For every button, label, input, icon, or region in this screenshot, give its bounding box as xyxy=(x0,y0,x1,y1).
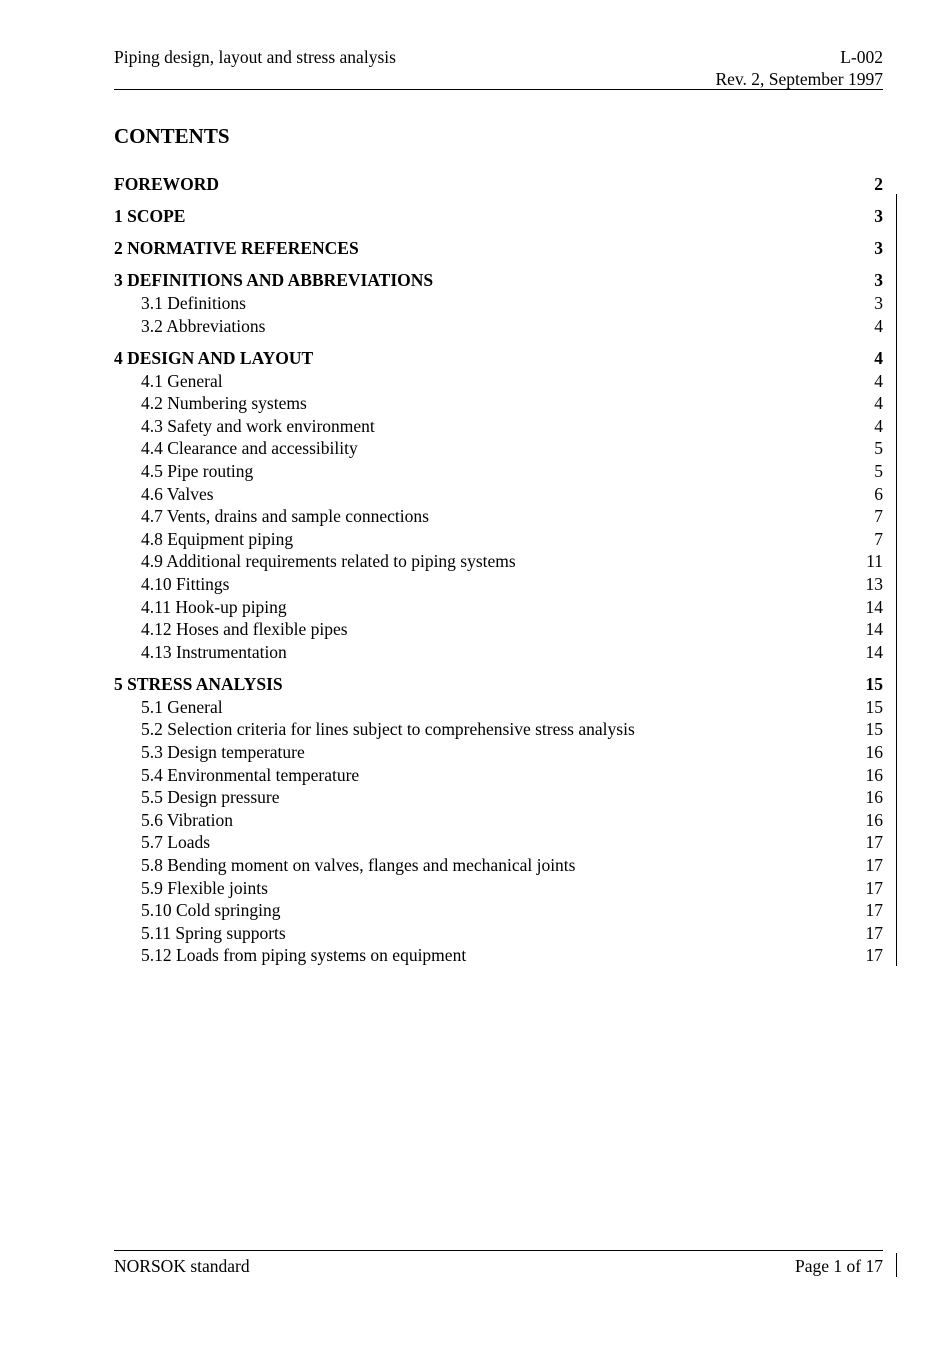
toc-subsection-entry[interactable] xyxy=(114,786,883,808)
toc-entry-page: 15 xyxy=(865,696,883,717)
toc-subsection-entry[interactable] xyxy=(114,877,883,899)
toc-entry-title: 5.10 Cold springing xyxy=(141,900,281,921)
toc-subsection-entry[interactable] xyxy=(114,415,883,437)
toc-section-entry[interactable] xyxy=(114,205,883,227)
toc-entry-page: 17 xyxy=(865,922,883,943)
toc-subsection-entry[interactable] xyxy=(114,483,883,505)
footer-organization: NORSOK standard xyxy=(114,1256,250,1276)
toc-section-entry[interactable] xyxy=(114,347,883,369)
document-title: Piping design, layout and stress analysis xyxy=(114,47,396,67)
toc-entry-page: 17 xyxy=(865,945,883,966)
toc-entry-title: 3 DEFINITIONS AND ABBREVIATIONS xyxy=(114,270,434,290)
toc-entry-title: 5.5 Design pressure xyxy=(141,787,280,808)
toc-entry-title: 4.6 Valves xyxy=(141,483,214,504)
toc-entry-page: 7 xyxy=(874,528,883,549)
toc-entry-page: 6 xyxy=(874,483,883,504)
page-footer xyxy=(114,1250,883,1281)
toc-subsection-entry[interactable] xyxy=(114,292,883,314)
toc-entry-page: 4 xyxy=(874,415,883,436)
toc-subsection-entry[interactable] xyxy=(114,573,883,595)
toc-entry-title: 4.7 Vents, drains and sample connections xyxy=(141,506,429,527)
toc-entry-title: 4.3 Safety and work environment xyxy=(141,415,375,436)
toc-entry-page: 11 xyxy=(866,551,883,572)
toc-entry-page: 15 xyxy=(865,673,883,694)
toc-entry-page: 5 xyxy=(874,461,883,481)
toc-subsection-entry[interactable] xyxy=(114,944,883,966)
toc-entry-title: 5.2 Selection criteria for lines subject to comprehensive stress analysis xyxy=(141,719,635,740)
toc-section-entry[interactable] xyxy=(114,173,883,195)
toc-entry-page: 14 xyxy=(865,641,883,662)
toc-entry-title: 4.10 Fittings xyxy=(141,574,230,594)
toc-subsection-entry[interactable] xyxy=(114,392,883,414)
toc-entry-title: 5.11 Spring supports xyxy=(141,922,286,943)
toc-subsection-entry[interactable] xyxy=(114,764,883,786)
document-number: L-002 xyxy=(840,47,883,67)
toc-entry-page: 7 xyxy=(874,506,883,527)
toc-entry-page: 3 xyxy=(874,293,883,313)
toc-subsection-entry[interactable] xyxy=(114,550,883,572)
toc-entry-page: 17 xyxy=(865,877,883,898)
toc-entry-page: 4 xyxy=(874,370,883,391)
toc-subsection-entry[interactable] xyxy=(114,370,883,392)
toc-entry-title: 1 SCOPE xyxy=(114,206,186,226)
toc-entry-page: 17 xyxy=(865,855,883,875)
toc-entry-title: 4.5 Pipe routing xyxy=(141,461,254,481)
toc-entry-page: 16 xyxy=(865,742,883,762)
toc-subsection-entry[interactable] xyxy=(114,460,883,482)
toc-entry-title: 5.3 Design temperature xyxy=(141,742,305,762)
toc-entry-title: 4.12 Hoses and flexible pipes xyxy=(141,619,348,640)
toc-subsection-entry[interactable] xyxy=(114,696,883,718)
toc-subsection-entry[interactable] xyxy=(114,854,883,876)
page-header xyxy=(114,46,883,90)
toc-subsection-entry[interactable] xyxy=(114,596,883,618)
toc-entry-page: 3 xyxy=(874,270,883,290)
toc-subsection-entry[interactable] xyxy=(114,437,883,459)
toc-entry-page: 3 xyxy=(874,238,883,258)
toc-entry-page: 2 xyxy=(874,174,883,194)
toc-entry-page: 5 xyxy=(874,438,883,459)
toc-entry-title: 5.9 Flexible joints xyxy=(141,877,268,898)
toc-entry-page: 3 xyxy=(874,206,883,226)
toc-entry-title: 5.7 Loads xyxy=(141,832,211,853)
toc-section-entry[interactable] xyxy=(114,673,883,695)
toc-entry-page: 17 xyxy=(865,832,883,853)
toc-subsection-entry[interactable] xyxy=(114,718,883,740)
toc-subsection-entry[interactable] xyxy=(114,618,883,640)
toc-entry-page: 16 xyxy=(865,764,883,785)
toc-entry-page: 16 xyxy=(865,809,883,830)
toc-entry-title: FOREWORD xyxy=(114,174,219,194)
toc-section-entry[interactable] xyxy=(114,237,883,259)
toc-entry-title: 4.8 Equipment piping xyxy=(141,528,294,549)
toc-entry-page: 4 xyxy=(874,393,883,414)
toc-entry-title: 4.9 Additional requirements related to piping systems xyxy=(141,551,516,572)
toc-subsection-entry[interactable] xyxy=(114,922,883,944)
toc-entry-page: 14 xyxy=(865,619,883,640)
toc-subsection-entry[interactable] xyxy=(114,641,883,663)
toc-entry-title: 5.1 General xyxy=(141,696,223,717)
contents-heading: CONTENTS xyxy=(114,124,230,148)
toc-entry-page: 4 xyxy=(874,315,883,336)
toc-entry-title: 4.13 Instrumentation xyxy=(141,641,287,662)
toc-entry-title: 4.11 Hook-up piping xyxy=(141,596,287,617)
toc-entry-page: 13 xyxy=(865,574,883,594)
toc-subsection-entry[interactable] xyxy=(114,315,883,337)
toc-section-entry[interactable] xyxy=(114,269,883,291)
toc-subsection-entry[interactable] xyxy=(114,899,883,921)
revision-info: Rev. 2, September 1997 xyxy=(715,69,883,89)
toc-subsection-entry[interactable] xyxy=(114,741,883,763)
toc-entry-title: 5.6 Vibration xyxy=(141,809,233,830)
change-bar xyxy=(896,194,897,966)
toc-entry-title: 5.8 Bending moment on valves, flanges and mechanical joints xyxy=(141,855,576,875)
toc-subsection-entry[interactable] xyxy=(114,505,883,527)
toc-entry-title: 5.4 Environmental temperature xyxy=(141,764,360,785)
toc-entry-title: 3.1 Definitions xyxy=(141,293,246,313)
toc-entry-title: 4.2 Numbering systems xyxy=(141,393,307,414)
toc-entry-page: 17 xyxy=(865,900,883,921)
toc-entry-page: 14 xyxy=(865,596,883,617)
toc-entry-title: 5 STRESS ANALYSIS xyxy=(114,673,283,694)
toc-subsection-entry[interactable] xyxy=(114,809,883,831)
toc-entry-page: 15 xyxy=(865,719,883,740)
toc-entry-page: 4 xyxy=(874,347,883,368)
footer-change-bar xyxy=(896,1253,897,1277)
toc-subsection-entry[interactable] xyxy=(114,831,883,853)
toc-entry-title: 2 NORMATIVE REFERENCES xyxy=(114,238,359,258)
toc-entry-title: 5.12 Loads from piping systems on equipment xyxy=(141,945,467,966)
toc-entry-title: 4.4 Clearance and accessibility xyxy=(141,438,358,459)
toc-entry-title: 4.1 General xyxy=(141,370,223,391)
footer-page-number: Page 1 of 17 xyxy=(795,1256,883,1276)
toc-entry-title: 3.2 Abbreviations xyxy=(141,315,266,336)
toc-subsection-entry[interactable] xyxy=(114,528,883,550)
toc-entry-page: 16 xyxy=(865,787,883,808)
toc-entry-title: 4 DESIGN AND LAYOUT xyxy=(114,347,314,368)
